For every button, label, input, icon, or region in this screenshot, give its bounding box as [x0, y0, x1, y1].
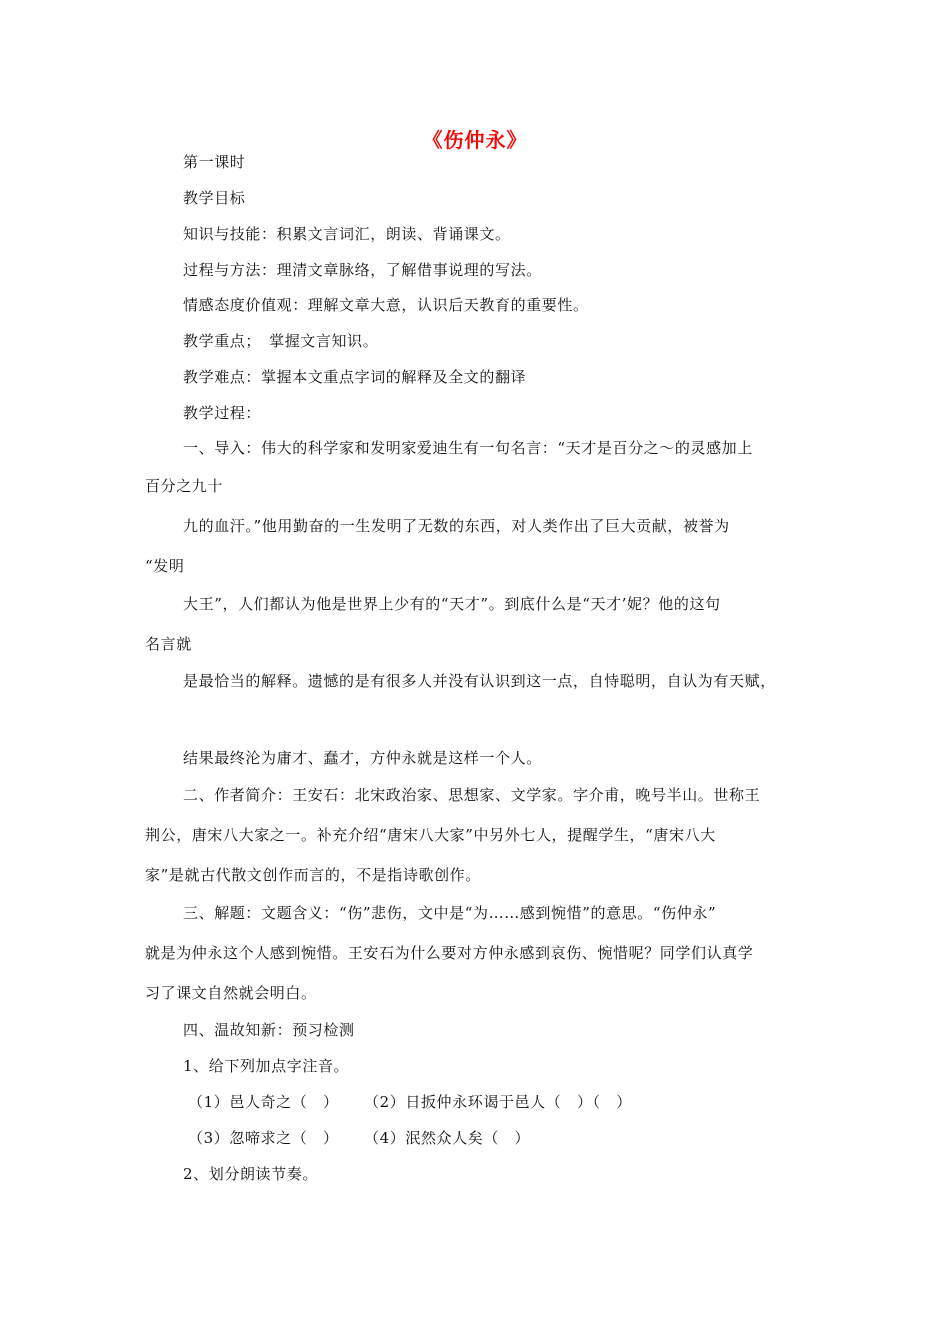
- exercise-1-item-1: （1）邑人奇之（ ）: [188, 1093, 339, 1111]
- title-explain-line-3: 习了课文自然就会明白。: [145, 984, 317, 1002]
- teaching-difficulty: 教学难点：掌握本文重点字词的解释及全文的翻译: [183, 368, 527, 386]
- author-line-1: 二、作者简介：王安石：北宋政治家、思想家、文学家。字介甫，晚号半山。世称王: [183, 786, 761, 804]
- heading-teaching-goals: 教学目标: [183, 189, 246, 207]
- title-explain-line-1: 三、解题：文题含义：“伤”悲伤，文中是“为……感到惋惜”的意思。“伤仲永”: [183, 904, 717, 922]
- lesson-period: 第一课时: [183, 153, 246, 171]
- intro-line-7: 是最恰当的解释。遗憾的是有很多人并没有认识到这一点，自恃聪明，自认为有天赋，: [183, 672, 776, 690]
- goal-emotion-values: 情感态度价值观：理解文章大意，认识后天教育的重要性。: [183, 296, 589, 314]
- intro-line-1: 一、导入：伟大的科学家和发明家爱迪生有一句名言：“天才是百分之～的灵感加上: [183, 439, 753, 457]
- intro-line-3: 九的血汗。”他用勤奋的一生发明了无数的东西，对人类作出了巨大贡献，被誉为: [183, 517, 730, 535]
- intro-line-6: 名言就: [145, 635, 192, 653]
- intro-line-8: 结果最终沦为庸才、蠢才，方仲永就是这样一个人。: [183, 749, 542, 767]
- goal-knowledge-skills: 知识与技能：积累文言词汇，朗读、背诵课文。: [183, 225, 511, 243]
- teaching-key-point: 教学重点； 掌握文言知识。: [183, 332, 379, 350]
- document-title: 《伤仲永》: [422, 128, 528, 152]
- goal-process-method: 过程与方法：理清文章脉络，了解借事说理的写法。: [183, 261, 542, 279]
- author-line-2: 荆公，唐宋八大家之一。补充介绍“唐宋八大家”中另外七人，提醒学生，“唐宋八大: [145, 826, 716, 844]
- author-line-3: 家”是就古代散文创作而言的，不是指诗歌创作。: [145, 866, 481, 884]
- exercise-1-item-4: （4）泯然众人矣（ ）: [364, 1129, 531, 1147]
- exercise-1-heading: 1、给下列加点字注音。: [183, 1057, 350, 1075]
- heading-teaching-process: 教学过程：: [183, 404, 262, 422]
- exercise-1-item-3: （3）忽啼求之（ ）: [188, 1129, 339, 1147]
- review-heading: 四、温故知新：预习检测: [183, 1021, 355, 1039]
- intro-line-4: “发明: [145, 557, 185, 575]
- exercise-2-heading: 2、划分朗读节奏。: [183, 1165, 318, 1183]
- title-explain-line-2: 就是为仲永这个人感到惋惜。王安石为什么要对方仲永感到哀伤、惋惜呢？同学们认真学: [145, 944, 754, 962]
- intro-line-2: 百分之九十: [145, 477, 224, 495]
- exercise-1-item-2: （2）日扳仲永环谒于邑人（ ）（ ）: [364, 1093, 632, 1111]
- intro-line-5: 大王”，人们都认为他是世界上少有的“天才”。到底什么是“天才’妮？他的这句: [183, 595, 721, 613]
